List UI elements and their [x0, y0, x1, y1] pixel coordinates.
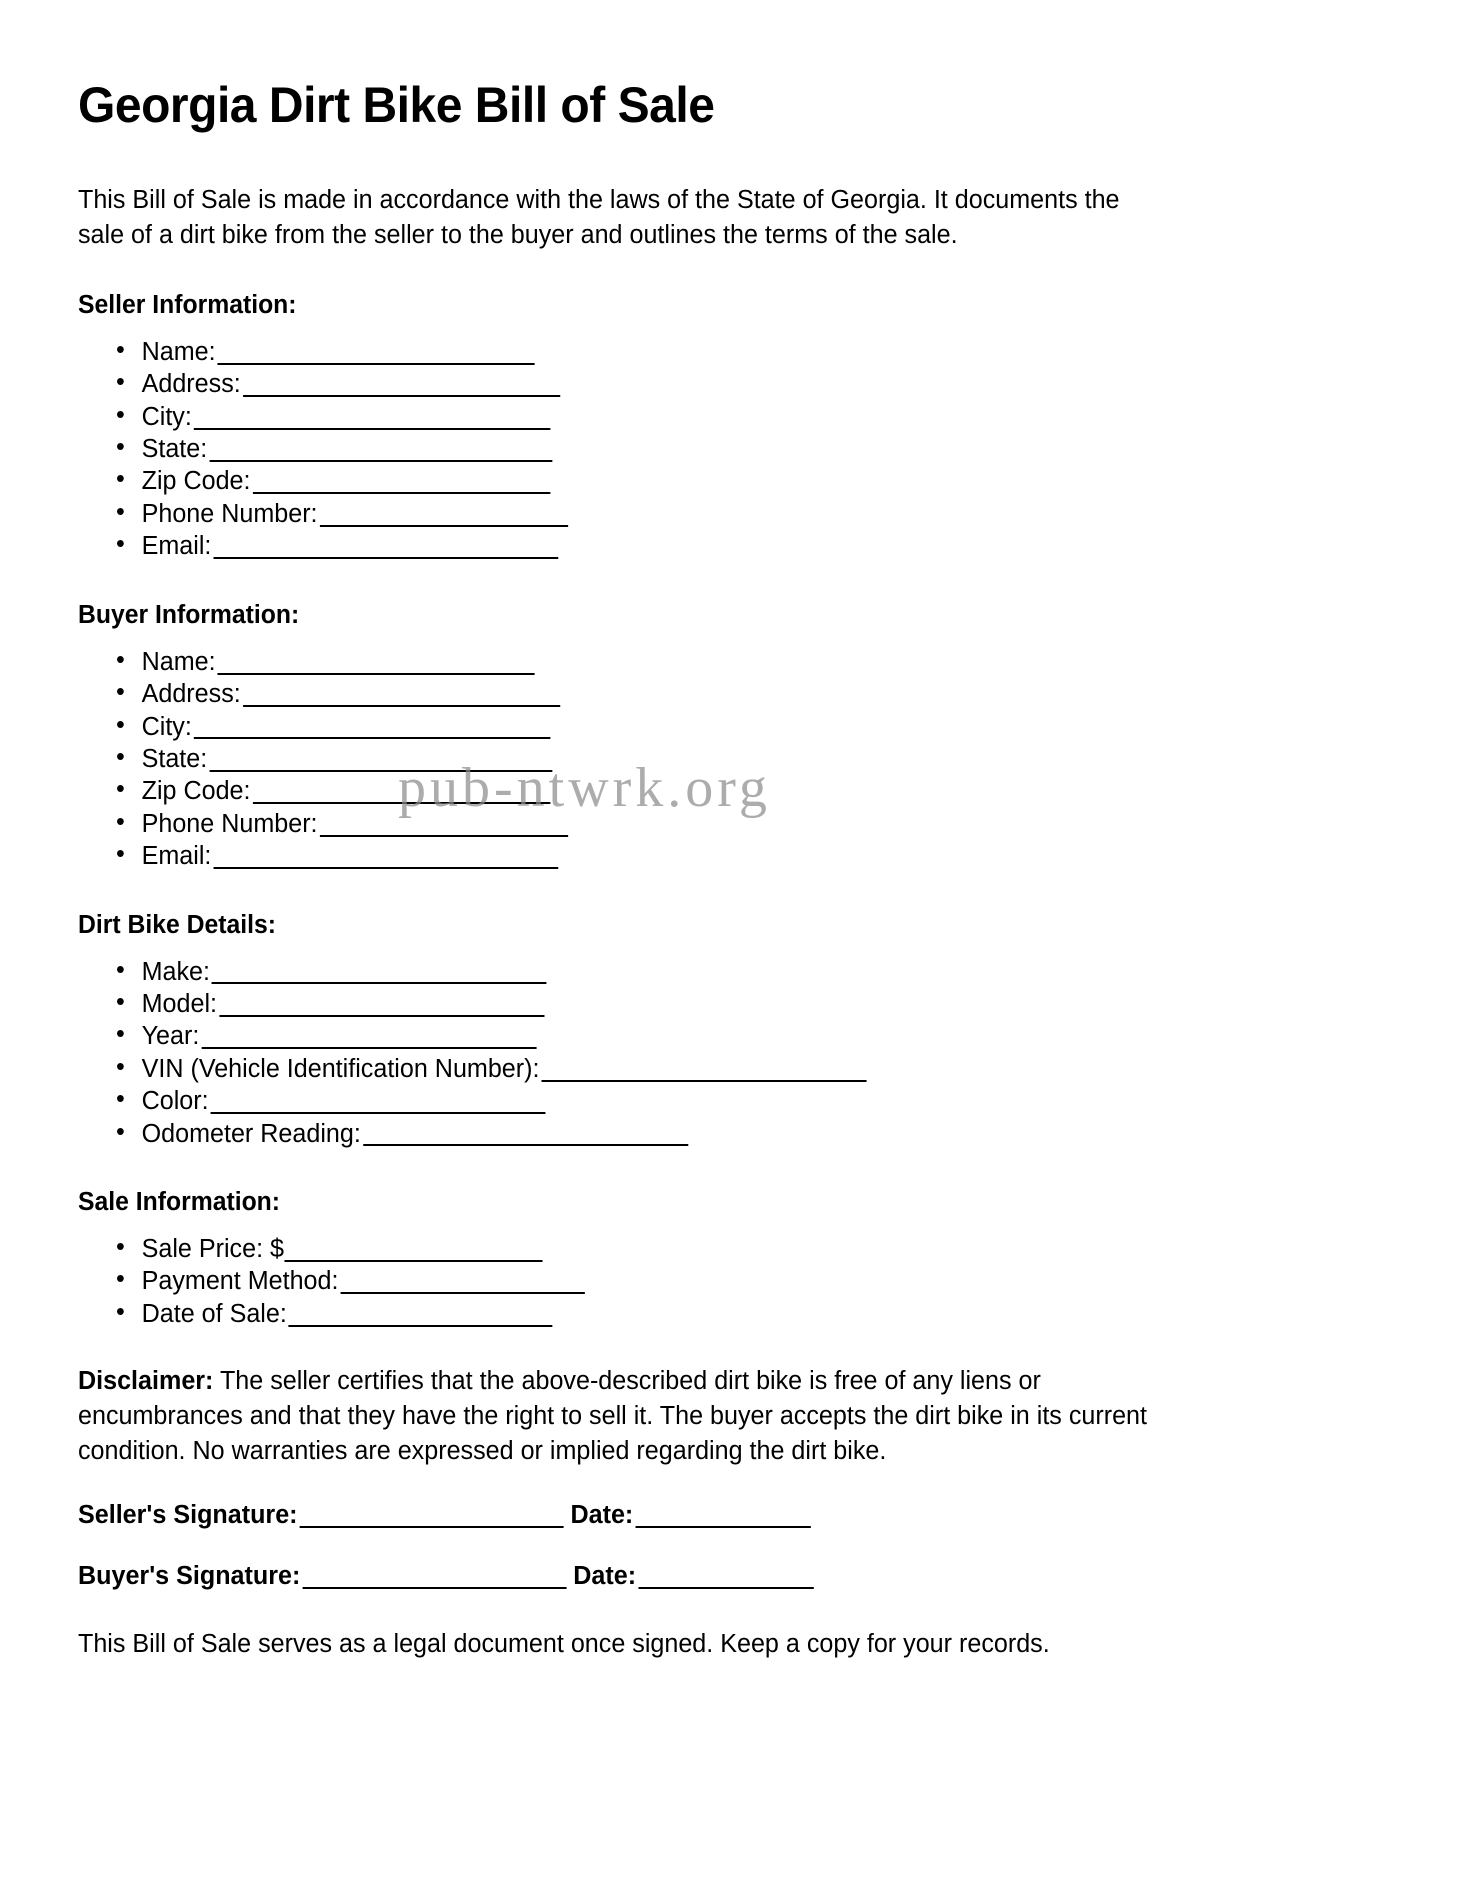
- field-label: Odometer Reading:: [141, 1119, 361, 1148]
- field-blank-line[interactable]: [363, 1123, 688, 1147]
- field-blank-line[interactable]: [201, 1025, 536, 1049]
- field-row: [116, 1020, 1359, 1052]
- field-row: [116, 711, 1359, 743]
- date-label: Date:: [573, 1561, 637, 1590]
- field-label: City:: [141, 402, 192, 431]
- field-label: Name:: [141, 647, 216, 676]
- field-row: [116, 368, 1359, 400]
- field-row: [116, 840, 1359, 872]
- field-blank-line[interactable]: [194, 716, 551, 740]
- buyer-field-list: [78, 646, 1378, 873]
- field-blank-line[interactable]: [209, 438, 552, 462]
- field-blank-line[interactable]: [320, 813, 568, 837]
- section-heading-buyer: Buyer Information:: [78, 600, 300, 629]
- field-label: Address:: [141, 680, 241, 709]
- field-row: [116, 1118, 1359, 1150]
- field-label: Name:: [141, 337, 216, 366]
- date-blank-line[interactable]: [638, 1565, 813, 1589]
- field-blank-line[interactable]: [218, 341, 535, 365]
- bike-field-list: [78, 956, 1378, 1150]
- closing-note: This Bill of Sale serves as a legal document once signed. Keep a copy for your records.: [78, 1629, 1050, 1658]
- field-blank-line[interactable]: [289, 1303, 553, 1327]
- field-row: [116, 336, 1359, 368]
- field-blank-line[interactable]: [213, 845, 558, 869]
- field-row: [116, 775, 1359, 807]
- field-label: State:: [141, 434, 208, 463]
- field-label: Sale Price: $: [141, 1234, 285, 1263]
- date-label: Date:: [570, 1500, 634, 1529]
- field-label: City:: [141, 712, 192, 741]
- field-blank-line[interactable]: [541, 1058, 866, 1082]
- field-blank-line[interactable]: [209, 748, 552, 772]
- field-row: [116, 678, 1359, 710]
- watermark-text: pub-ntwrk.org: [398, 757, 771, 819]
- signature-row: [78, 1499, 1359, 1530]
- disclaimer-paragraph: [78, 1364, 1152, 1469]
- field-label: Color:: [141, 1087, 209, 1116]
- signature-label: Seller's Signature:: [78, 1500, 298, 1529]
- field-label: Date of Sale:: [141, 1299, 287, 1328]
- field-label: State:: [141, 744, 208, 773]
- signature-label: Buyer's Signature:: [78, 1561, 301, 1590]
- field-row: [116, 808, 1359, 840]
- page-title: Georgia Dirt Bike Bill of Sale: [78, 77, 715, 133]
- intro-paragraph: This Bill of Sale is made in accordance with the laws of the State of Georgia. It documents the sale of a dirt bike from the seller to the buyer and outlines the terms of the sale.: [78, 186, 1120, 249]
- field-blank-line[interactable]: [252, 780, 549, 804]
- field-label: Email:: [141, 842, 212, 871]
- field-row: [116, 1085, 1359, 1117]
- field-label: Email:: [141, 532, 212, 561]
- disclaimer-lead: Disclaimer:: [78, 1367, 214, 1396]
- date-blank-line[interactable]: [635, 1504, 810, 1528]
- field-row: [116, 988, 1359, 1020]
- field-row: [116, 401, 1359, 433]
- field-label: Make:: [141, 957, 211, 986]
- field-row: [116, 1233, 1359, 1265]
- section-heading-seller: Seller Information:: [78, 290, 297, 319]
- field-blank-line[interactable]: [218, 651, 535, 675]
- field-row: [116, 1298, 1359, 1330]
- section-heading-bike: Dirt Bike Details:: [78, 910, 276, 939]
- field-blank-line[interactable]: [243, 373, 560, 397]
- field-label: Address:: [141, 370, 241, 399]
- field-label: Year:: [141, 1022, 200, 1051]
- signature-blank-line[interactable]: [302, 1565, 566, 1589]
- field-row: [116, 530, 1359, 562]
- field-blank-line[interactable]: [340, 1270, 584, 1294]
- field-label: Phone Number:: [141, 499, 318, 528]
- field-blank-line[interactable]: [211, 1090, 546, 1114]
- field-blank-line[interactable]: [252, 470, 549, 494]
- field-row: [116, 1053, 1359, 1085]
- field-row: [116, 498, 1359, 530]
- field-row: [116, 743, 1359, 775]
- field-label: Zip Code:: [141, 777, 251, 806]
- field-label: Model:: [141, 989, 218, 1018]
- field-label: Payment Method:: [141, 1267, 339, 1296]
- section-heading-sale: Sale Information:: [78, 1187, 281, 1216]
- field-row: [116, 1265, 1359, 1297]
- seller-field-list: [78, 336, 1378, 563]
- signature-block: [78, 1499, 1378, 1591]
- field-blank-line[interactable]: [213, 535, 558, 559]
- field-row: [116, 646, 1359, 678]
- field-blank-line[interactable]: [219, 993, 544, 1017]
- field-row: [116, 956, 1359, 988]
- field-label: Zip Code:: [141, 467, 251, 496]
- field-blank-line[interactable]: [320, 503, 568, 527]
- field-row: [116, 433, 1359, 465]
- signature-row: [78, 1560, 1359, 1591]
- field-blank-line[interactable]: [284, 1238, 542, 1262]
- field-label: VIN (Vehicle Identification Number):: [141, 1054, 540, 1083]
- field-label: Phone Number:: [141, 809, 318, 838]
- field-blank-line[interactable]: [212, 961, 547, 985]
- sale-field-list: [78, 1233, 1378, 1330]
- signature-blank-line[interactable]: [300, 1504, 564, 1528]
- disclaimer-body: The seller certifies that the above-described dirt bike is free of any liens or encumbrances and that they have the right to sell it. The buyer accepts the dirt bike in its current condition. No warranties are expressed or implied regarding the dirt bike.: [78, 1367, 1148, 1466]
- field-blank-line[interactable]: [243, 683, 560, 707]
- field-blank-line[interactable]: [194, 406, 551, 430]
- field-row: [116, 465, 1359, 497]
